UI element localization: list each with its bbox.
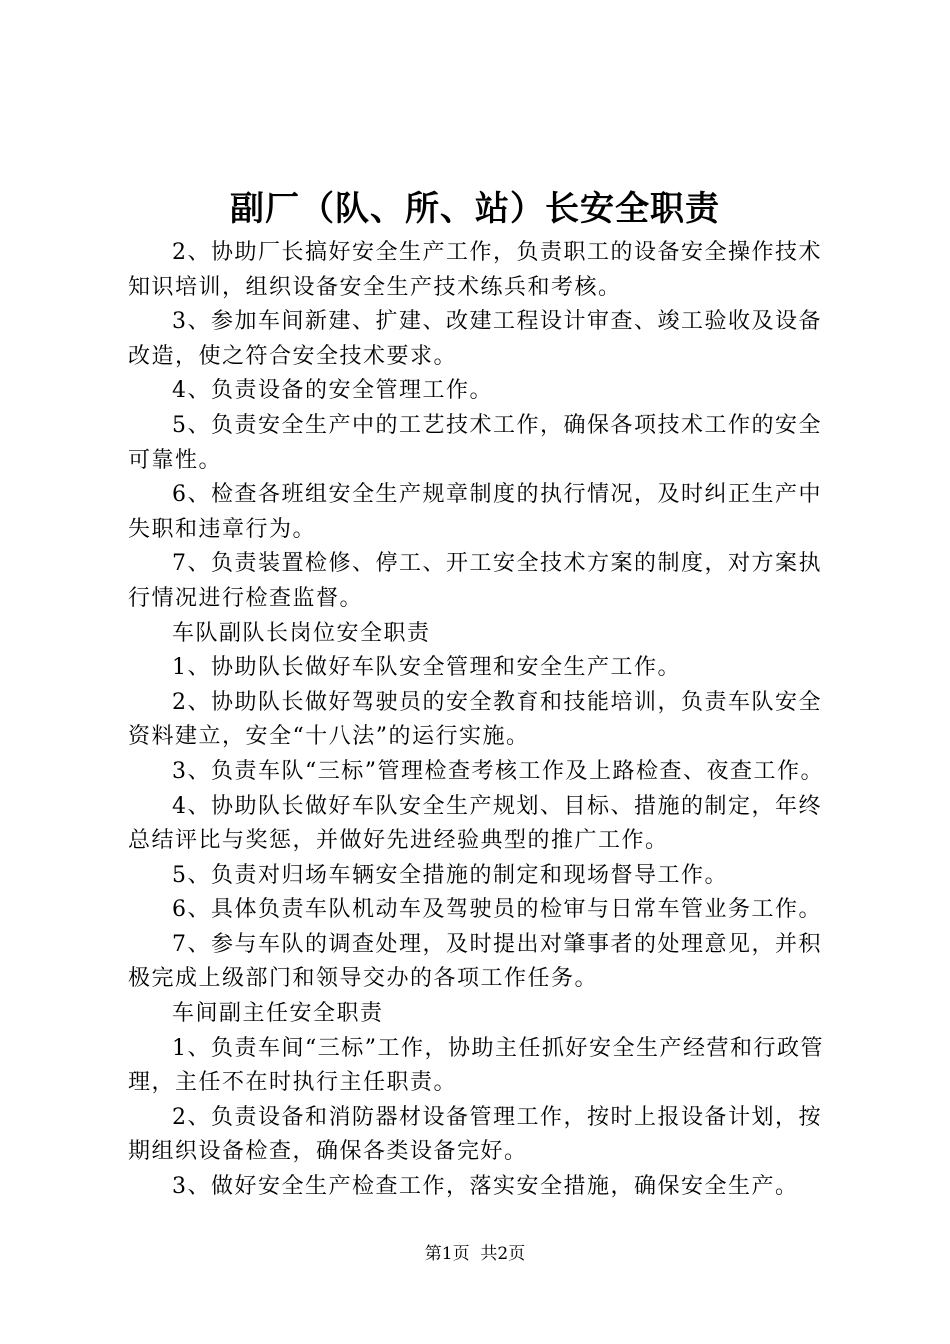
paragraph: 7、参与车队的调查处理，及时提出对肇事者的处理意见，并积极完成上级部门和领导交办的各项工作任务。 <box>128 931 822 992</box>
paragraph: 1、负责车间“三标”工作，协助主任抓好安全生产经营和行政管理，主任不在时执行主任职责。 <box>128 1035 824 1096</box>
paragraph: 7、负责装置检修、停工、开工安全技术方案的制度，对方案执行情况进行检查监督。 <box>128 551 822 611</box>
paragraph: 6、检查各班组安全生产规章制度的执行情况，及时纠正生产中失职和违章行为。 <box>128 482 822 542</box>
paragraph: 2、协助厂长搞好安全生产工作，负责职工的设备安全操作技术知识培训，组织设备安全生产技术练兵和考核。 <box>128 240 822 300</box>
document-title: 副厂（队、所、站）长安全职责 <box>230 189 720 229</box>
page-footer <box>0 1242 950 1266</box>
paragraph: 1、协助队长做好车队安全管理和安全生产工作。 <box>172 655 681 681</box>
section-heading: 车间副主任安全职责 <box>172 1001 384 1027</box>
page-number: 第1页 <box>424 1244 470 1264</box>
section-heading: 车队副队长岗位安全职责 <box>172 620 431 646</box>
paragraph: 2、负责设备和消防器材设备管理工作，按时上报设备计划，按期组织设备检查，确保各类设备完好。 <box>128 1104 822 1165</box>
paragraph: 5、负责安全生产中的工艺技术工作，确保各项技术工作的安全可靠性。 <box>128 412 822 473</box>
document-body <box>128 236 832 1205</box>
paragraph: 3、负责车队“三标”管理检查考核工作及上路检查、夜查工作。 <box>172 758 824 784</box>
paragraph: 3、参加车间新建、扩建、改建工程设计审查、竣工验收及设备改造，使之符合安全技术要求。 <box>128 309 822 369</box>
paragraph: 6、具体负责车队机动车及驾驶员的检审与日常车管业务工作。 <box>172 897 822 923</box>
paragraph: 4、协助队长做好车队安全生产规划、目标、措施的制定，年终总结评比与奖惩，并做好先进经验典型的推广工作。 <box>128 793 822 854</box>
paragraph: 4、负责设备的安全管理工作。 <box>172 378 493 404</box>
page-total: 共2页 <box>480 1244 526 1264</box>
paragraph: 3、做好安全生产检查工作，落实安全措施，确保安全生产。 <box>172 1174 799 1200</box>
paragraph: 5、负责对归场车辆安全措施的制定和现场督导工作。 <box>172 862 728 888</box>
paragraph: 2、协助队长做好驾驶员的安全教育和技能培训，负责车队安全资料建立，安全“十八法”的运行实施。 <box>128 689 822 750</box>
